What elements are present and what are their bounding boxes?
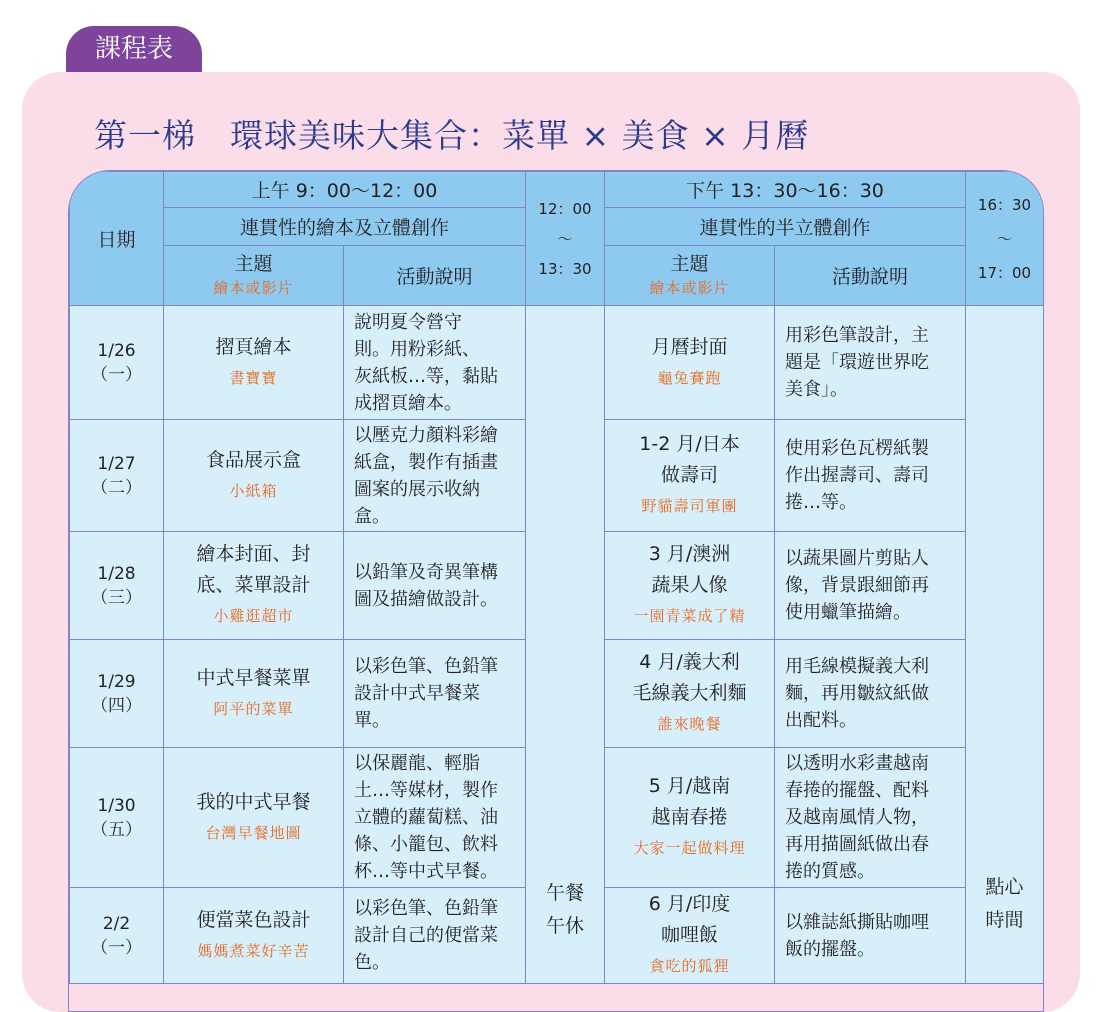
- header-pm-topic: 主題 繪本或影片: [605, 246, 775, 306]
- am-activity-cell: 以彩色筆、色鉛筆 設計自己的便當菜 色。: [344, 888, 526, 984]
- date-cell: 1/27 （二）: [70, 420, 164, 532]
- header-am-activity: 活動說明: [344, 246, 526, 306]
- am-topic-cell: 摺頁繪本 書寶寶: [164, 306, 344, 420]
- pm-activity-cell: 使用彩色瓦楞紙製 作出握壽司、壽司 捲…等。: [775, 420, 966, 532]
- schedule-tag: 課程表: [66, 26, 202, 82]
- pm-activity-cell: 用彩色筆設計，主 題是「環遊世界吃 美食」。: [775, 306, 966, 420]
- am-activity-cell: 以彩色筆、色鉛筆 設計中式早餐菜 單。: [344, 640, 526, 748]
- am-topic-cell: 食品展示盒 小紙箱: [164, 420, 344, 532]
- am-topic-cell: 便當菜色設計 媽媽煮菜好辛苦: [164, 888, 344, 984]
- pm-activity-cell: 以蔬果圖片剪貼人 像，背景跟細節再 使用蠟筆描繪。: [775, 532, 966, 640]
- header-afternoon-theme: 連貫性的半立體創作: [605, 208, 966, 246]
- am-activity-cell: 說明夏令營守 則。用粉彩紙、 灰紙板…等，黏貼 成摺頁繪本。: [344, 306, 526, 420]
- header-am-topic: 主題 繪本或影片: [164, 246, 344, 306]
- pm-topic-cell: 3 月/澳洲 蔬果人像 一園青菜成了精: [605, 532, 775, 640]
- page-title: 第一梯 環球美味大集合：菜單 × 美食 × 月曆: [94, 116, 810, 155]
- header-date: 日期: [70, 172, 164, 306]
- pm-topic-cell: 5 月/越南 越南春捲 大家一起做料理: [605, 748, 775, 888]
- header-morning-time: 上午 9：00～12：00: [164, 172, 526, 208]
- date-cell: 1/28 （三）: [70, 532, 164, 640]
- lunch-break-cell: 午餐 午休: [526, 306, 605, 984]
- date-cell: 1/30 （五）: [70, 748, 164, 888]
- pm-topic-cell: 4 月/義大利 毛線義大利麵 誰來晚餐: [605, 640, 775, 748]
- header-morning-theme: 連貫性的繪本及立體創作: [164, 208, 526, 246]
- am-activity-cell: 以鉛筆及奇異筆構 圖及描繪做設計。: [344, 532, 526, 640]
- pm-topic-cell: 6 月/印度 咖哩飯 貪吃的狐狸: [605, 888, 775, 984]
- am-topic-cell: 中式早餐菜單 阿平的菜單: [164, 640, 344, 748]
- header-pm-activity: 活動說明: [775, 246, 966, 306]
- schedule-table-wrapper: [68, 170, 1044, 1012]
- schedule-table: [69, 171, 1044, 984]
- pm-activity-cell: 以透明水彩畫越南 春捲的擺盤、配料 及越南風情人物， 再用描圖紙做出春 捲的質感。: [775, 748, 966, 888]
- pm-activity-cell: 用毛線模擬義大利 麵，再用皺紋紙做 出配料。: [775, 640, 966, 748]
- date-cell: 1/26 （一）: [70, 306, 164, 420]
- pm-activity-cell: 以雜誌紙撕貼咖哩 飯的擺盤。: [775, 888, 966, 984]
- am-topic-cell: 繪本封面、封 底、菜單設計 小雞逛超市: [164, 532, 344, 640]
- date-cell: 2/2 （一）: [70, 888, 164, 984]
- snack-time-cell: 點心 時間: [966, 306, 1044, 984]
- header-snack-time: 16：30 ～ 17：00: [966, 172, 1044, 306]
- header-noon-time: 12：00 ～ 13：30: [526, 172, 605, 306]
- am-topic-cell: 我的中式早餐 台灣早餐地圖: [164, 748, 344, 888]
- pm-topic-cell: 1-2 月/日本 做壽司 野貓壽司軍團: [605, 420, 775, 532]
- header-afternoon-time: 下午 13：30～16：30: [605, 172, 966, 208]
- am-activity-cell: 以保麗龍、輕脂 土…等媒材，製作 立體的蘿蔔糕、油 條、小籠包、飲料 杯…等中式早餐。: [344, 748, 526, 888]
- pm-topic-cell: 月曆封面 龜兔賽跑: [605, 306, 775, 420]
- date-cell: 1/29 （四）: [70, 640, 164, 748]
- table-row: [70, 306, 1044, 420]
- am-activity-cell: 以壓克力顏料彩繪 紙盒，製作有插畫 圖案的展示收納 盒。: [344, 420, 526, 532]
